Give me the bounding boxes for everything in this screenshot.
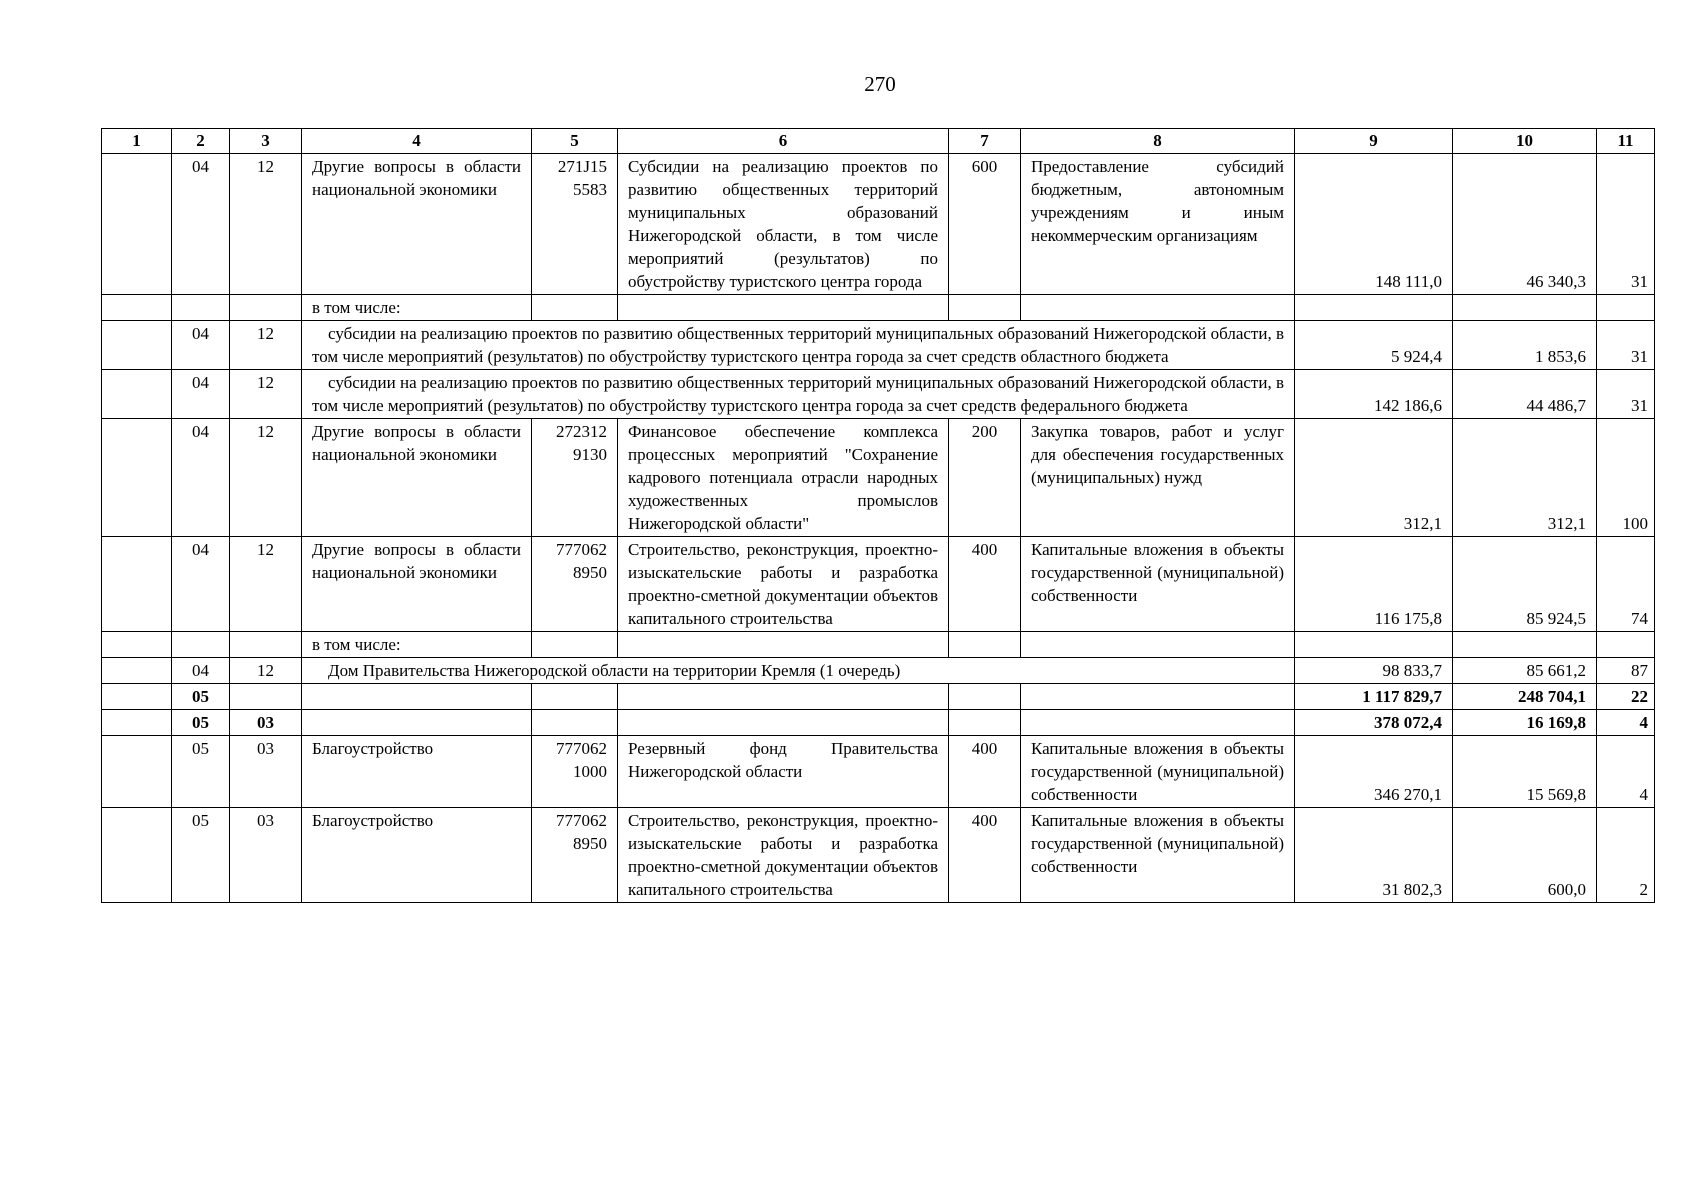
header-cell: 4 — [302, 129, 532, 154]
cell-expense-type-name: Закупка товаров, работ и услуг для обеспечения государственных (муниципальных) нужд — [1021, 419, 1295, 537]
cell-expense-type: 400 — [949, 736, 1021, 808]
cell-percent: 31 — [1597, 154, 1655, 295]
cell-section-name: Другие вопросы в области национальной экономики — [302, 419, 532, 537]
cell-plan: 148 111,0 — [1295, 154, 1453, 295]
cell-subsection: 12 — [230, 419, 302, 537]
cell-plan: 312,1 — [1295, 419, 1453, 537]
header-cell: 6 — [618, 129, 949, 154]
cell-plan: 98 833,7 — [1295, 658, 1453, 684]
cell-percent: 87 — [1597, 658, 1655, 684]
cell-description: Резервный фонд Правительства Нижегородской области — [618, 736, 949, 808]
cell-section: 04 — [172, 658, 230, 684]
table-row — [102, 736, 1655, 808]
cell-note: в том числе: — [302, 632, 532, 658]
cell-expense-type: 600 — [949, 154, 1021, 295]
cell-percent: 74 — [1597, 537, 1655, 632]
table-row — [102, 808, 1655, 903]
cell-actual: 16 169,8 — [1453, 710, 1597, 736]
header-cell: 9 — [1295, 129, 1453, 154]
cell-target-code: 777062 8950 — [532, 808, 618, 903]
table-row-note — [102, 632, 1655, 658]
header-cell: 10 — [1453, 129, 1597, 154]
cell-plan: 346 270,1 — [1295, 736, 1453, 808]
cell-col1 — [102, 154, 172, 295]
table-row — [102, 419, 1655, 537]
header-cell: 2 — [172, 129, 230, 154]
cell-expense-type-name: Предоставление субсидий бюджетным, автономным учреждениям и иным некоммерческим организациям — [1021, 154, 1295, 295]
table-row — [102, 321, 1655, 370]
cell-actual: 600,0 — [1453, 808, 1597, 903]
cell-col1 — [102, 736, 172, 808]
cell-merged-description: субсидии на реализацию проектов по развитию общественных территорий муниципальных образований Нижегородской области, в том числе мероприятий (результатов) по обустройству туристского центра города за счет средств федерального бюджета — [302, 370, 1295, 419]
cell-expense-type-name: Капитальные вложения в объекты государственной (муниципальной) собственности — [1021, 736, 1295, 808]
cell-plan: 1 117 829,7 — [1295, 684, 1453, 710]
table-row — [102, 154, 1655, 295]
cell-target-code: 272312 9130 — [532, 419, 618, 537]
cell-col1 — [102, 808, 172, 903]
cell-section: 05 — [172, 736, 230, 808]
table-row-note — [102, 295, 1655, 321]
table-row — [102, 370, 1655, 419]
cell-plan: 31 802,3 — [1295, 808, 1453, 903]
cell-subsection: 12 — [230, 154, 302, 295]
header-cell: 1 — [102, 129, 172, 154]
cell-col1 — [102, 419, 172, 537]
cell-section-name: Другие вопросы в области национальной экономики — [302, 537, 532, 632]
cell-subsection: 12 — [230, 658, 302, 684]
table-row — [102, 537, 1655, 632]
cell-actual: 44 486,7 — [1453, 370, 1597, 419]
budget-table — [101, 128, 1655, 903]
table-row — [102, 658, 1655, 684]
header-row — [102, 129, 1655, 154]
cell-percent: 4 — [1597, 736, 1655, 808]
header-cell: 11 — [1597, 129, 1655, 154]
cell-expense-type: 400 — [949, 808, 1021, 903]
cell-subsection: 12 — [230, 321, 302, 370]
cell-expense-type-name: Капитальные вложения в объекты государственной (муниципальной) собственности — [1021, 537, 1295, 632]
cell-section: 05 — [172, 808, 230, 903]
cell-section: 05 — [172, 710, 230, 736]
cell-subsection — [230, 684, 302, 710]
cell-target-code: 777062 8950 — [532, 537, 618, 632]
cell-note: в том числе: — [302, 295, 532, 321]
header-cell: 7 — [949, 129, 1021, 154]
cell-section: 04 — [172, 537, 230, 632]
cell-subsection: 03 — [230, 710, 302, 736]
cell-section: 04 — [172, 321, 230, 370]
cell-percent: 4 — [1597, 710, 1655, 736]
cell-expense-type: 200 — [949, 419, 1021, 537]
cell-subsection: 03 — [230, 808, 302, 903]
cell-merged-description: субсидии на реализацию проектов по развитию общественных территорий муниципальных образований Нижегородской области, в том числе мероприятий (результатов) по обустройству туристского центра города за счет средств областного бюджета — [302, 321, 1295, 370]
table-row-total — [102, 710, 1655, 736]
table-row-total — [102, 684, 1655, 710]
cell-merged-description: Дом Правительства Нижегородской области на территории Кремля (1 очередь) — [302, 658, 1295, 684]
cell-expense-type-name: Капитальные вложения в объекты государственной (муниципальной) собственности — [1021, 808, 1295, 903]
cell-col1 — [102, 537, 172, 632]
cell-expense-type: 400 — [949, 537, 1021, 632]
cell-actual: 1 853,6 — [1453, 321, 1597, 370]
cell-description: Финансовое обеспечение комплекса процессных мероприятий "Сохранение кадрового потенциала отрасли народных художественных промыслов Нижегородской области" — [618, 419, 949, 537]
cell-section-name: Благоустройство — [302, 808, 532, 903]
cell-actual: 85 661,2 — [1453, 658, 1597, 684]
cell-section: 04 — [172, 154, 230, 295]
cell-plan: 116 175,8 — [1295, 537, 1453, 632]
header-cell: 5 — [532, 129, 618, 154]
cell-section-name: Другие вопросы в области национальной экономики — [302, 154, 532, 295]
cell-description: Строительство, реконструкция, проектно-изыскательские работы и разработка проектно-сметной документации объектов капитального строительства — [618, 808, 949, 903]
cell-description: Строительство, реконструкция, проектно-изыскательские работы и разработка проектно-сметной документации объектов капитального строительства — [618, 537, 949, 632]
cell-plan: 142 186,6 — [1295, 370, 1453, 419]
cell-plan: 378 072,4 — [1295, 710, 1453, 736]
cell-section: 05 — [172, 684, 230, 710]
header-cell: 3 — [230, 129, 302, 154]
cell-percent: 31 — [1597, 370, 1655, 419]
cell-percent: 2 — [1597, 808, 1655, 903]
cell-section-name: Благоустройство — [302, 736, 532, 808]
cell-target-code: 271J15 5583 — [532, 154, 618, 295]
cell-description: Субсидии на реализацию проектов по развитию общественных территорий муниципальных образований Нижегородской области, в том числе мероприятий (результатов) по обустройству туристского центра города — [618, 154, 949, 295]
cell-actual: 85 924,5 — [1453, 537, 1597, 632]
cell-subsection: 03 — [230, 736, 302, 808]
cell-percent: 22 — [1597, 684, 1655, 710]
cell-actual: 46 340,3 — [1453, 154, 1597, 295]
cell-target-code: 777062 1000 — [532, 736, 618, 808]
cell-section: 04 — [172, 419, 230, 537]
header-cell: 8 — [1021, 129, 1295, 154]
cell-section: 04 — [172, 370, 230, 419]
cell-actual: 15 569,8 — [1453, 736, 1597, 808]
cell-percent: 100 — [1597, 419, 1655, 537]
cell-subsection: 12 — [230, 537, 302, 632]
cell-actual: 248 704,1 — [1453, 684, 1597, 710]
cell-percent: 31 — [1597, 321, 1655, 370]
page-number: 270 — [864, 72, 896, 96]
cell-actual: 312,1 — [1453, 419, 1597, 537]
cell-plan: 5 924,4 — [1295, 321, 1453, 370]
cell-subsection: 12 — [230, 370, 302, 419]
